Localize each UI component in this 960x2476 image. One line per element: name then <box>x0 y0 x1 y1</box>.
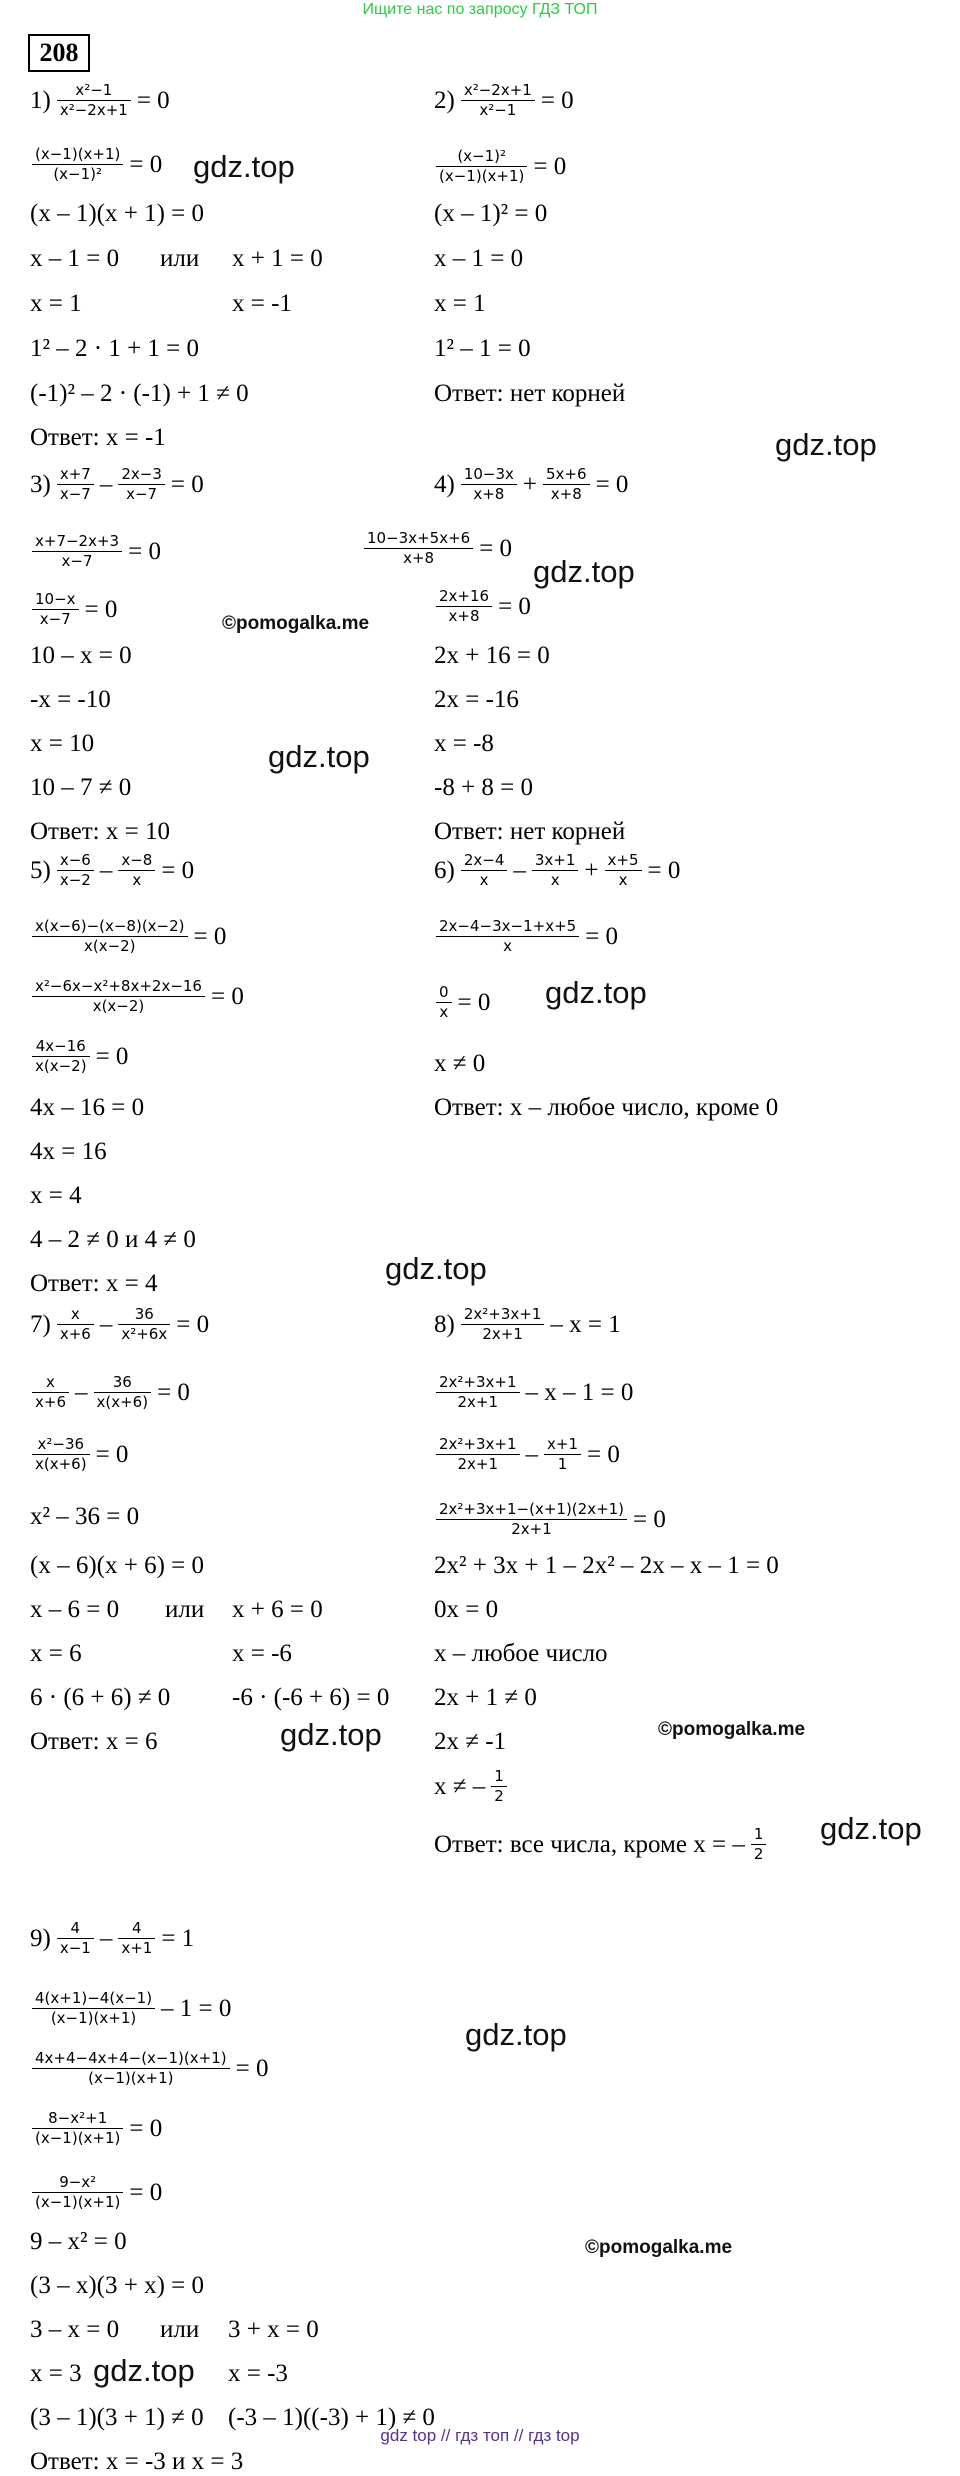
watermark-gdz: gdz.top <box>193 149 295 184</box>
watermark-gdz: gdz.top <box>385 1251 487 1286</box>
p5-line-6: 4x = 16 <box>30 1138 107 1165</box>
p1-line-1: 1) $\frac{\text{x²−1}}{\text{x²−2x+1}}$ = 0 <box>30 81 170 120</box>
p9-line-8a: 3 – x = 0 <box>30 2316 120 2343</box>
p9-line-2: 4(x+1)−4(x−1) (x−1)(x+1) – 1 = 0 <box>30 1982 231 2028</box>
p9-label: 9) <box>30 1925 51 1952</box>
p9-line-9b: x = -3 <box>228 2360 288 2387</box>
p1-line-5a: x = 1 <box>30 290 82 317</box>
p4-label: 4) <box>434 471 455 498</box>
p1-answer: Ответ: x = -1 <box>30 424 166 451</box>
p7-line-6c: x + 6 = 0 <box>232 1596 323 1623</box>
fraction: $\frac{x+5}{x}$ <box>605 852 642 890</box>
p4-line-3: $\frac{2x+16}{x+8}$ = 0 <box>434 580 531 626</box>
p2-line-1: 2) $\frac{\text{x²−2x+1}}{\text{x²−1}}$ = 0 <box>434 81 574 120</box>
fraction: $\frac{2x-3}{x-7}$ <box>118 466 165 504</box>
p2-line-4: x – 1 = 0 <box>434 245 524 272</box>
p6-line-2: $\frac{2x-4-3x-1+x+5}{x}$ = 0 <box>434 910 618 956</box>
watermark-gdz: gdz.top <box>533 554 635 589</box>
fraction: $\frac{2x-4-3x-1+x+5}{x}$ <box>436 918 579 956</box>
fraction: 2x²+3x+1 2x+1 <box>436 1436 520 1474</box>
p3-line-4: 10 – x = 0 <box>30 642 132 669</box>
p7-line-5: (x – 6)(x + 6) = 0 <box>30 1552 204 1579</box>
p8-line-1: 8) 2x²+3x+1 2x+1 – x = 1 <box>434 1305 621 1344</box>
fraction: $\frac{\text{9−x²}}{(x-1)(x+1)}$ <box>32 2174 123 2212</box>
p4-line-5: 2x = -16 <box>434 686 519 713</box>
p3-line-5: -x = -10 <box>30 686 111 713</box>
fraction: $\frac{x+7-2x+3}{x-7}$ <box>32 533 122 571</box>
p6-label: 6) <box>434 857 455 884</box>
p2-line-6: 1² – 1 = 0 <box>434 335 531 362</box>
p3-line-2: $\frac{x+7-2x+3}{x-7}$ = 0 <box>30 525 161 571</box>
fraction: $\frac{\text{8−x²+1}}{(x-1)(x+1)}$ <box>32 2110 123 2148</box>
p2-line-5: x = 1 <box>434 290 486 317</box>
fraction: $\frac{\text{2x²+3x+1−(x+1)(2x+1)}}{2x+1}$ <box>436 1501 627 1539</box>
p1-line-2: $\frac{(x-1)(x+1)}{\text{(x−1)²}}$ = 0 <box>30 138 162 184</box>
p7-line-7a: x = 6 <box>30 1640 82 1667</box>
p1-line-6: 1² – 2 · 1 + 1 = 0 <box>30 335 200 362</box>
p8-line-5: 2x² + 3x + 1 – 2x² – 2x – x – 1 = 0 <box>434 1552 779 1579</box>
fraction: 1 2 <box>751 1826 767 1864</box>
fraction: $\frac{\text{(x−1)²}}{(x-1)(x+1)}$ <box>436 148 527 186</box>
p5-line-8: 4 – 2 ≠ 0 и 4 ≠ 0 <box>30 1226 196 1253</box>
p1-label: 1) <box>30 87 51 114</box>
fraction: 2x²+3x+1 2x+1 <box>436 1374 520 1412</box>
p7-line-7b: x = -6 <box>232 1640 292 1667</box>
p1-line-3: (x – 1)(x + 1) = 0 <box>30 200 204 227</box>
p6-line-4: x ≠ 0 <box>434 1050 486 1077</box>
p8-label: 8) <box>434 1311 455 1338</box>
fraction: $\frac{4}{x+1}$ <box>118 1920 155 1958</box>
search-hint-banner: Ищите нас по запросу ГДЗ ТОП <box>362 1 598 18</box>
p2-line-2: $\frac{\text{(x−1)²}}{(x-1)(x+1)}$ = 0 <box>434 140 566 186</box>
fraction: $\frac{4x-16}{x(x-2)}$ <box>32 1038 90 1076</box>
fraction: x x+6 <box>57 1306 94 1344</box>
fraction: $\frac{\text{x²−2x+1}}{\text{x²−1}}$ <box>461 82 535 120</box>
p7-label: 7) <box>30 1311 51 1338</box>
p2-answer: Ответ: нет корней <box>434 380 626 407</box>
fraction: $\frac{10-x}{x-7}$ <box>32 591 79 629</box>
fraction: $\frac{x+1}{1}$ <box>544 1436 581 1474</box>
p8-line-6: 0x = 0 <box>434 1596 499 1623</box>
p9-line-5: $\frac{\text{9−x²}}{(x-1)(x+1)}$ = 0 <box>30 2166 162 2212</box>
fraction: 1 2 <box>491 1768 507 1806</box>
fraction: $\frac{\text{x²−6x−x²+8x+2x−16}}{x(x-2)}$ <box>32 978 205 1016</box>
p5-line-4: $\frac{4x-16}{x(x-2)}$ = 0 <box>30 1030 128 1076</box>
fraction: $\frac{5x+6}{x+8}$ <box>543 466 590 504</box>
p9-line-7: (3 – x)(3 + x) = 0 <box>30 2272 204 2299</box>
watermark-pomogalka: ©pomogalka.me <box>658 1719 806 1740</box>
fraction: 4(x+1)−4(x−1) (x−1)(x+1) <box>32 1990 155 2028</box>
fraction: 3x+1 x <box>532 852 579 890</box>
p4-line-4: 2x + 16 = 0 <box>434 642 550 669</box>
p6-answer: Ответ: x – любое число, кроме 0 <box>434 1094 779 1121</box>
watermark-pomogalka: ©pomogalka.me <box>585 2237 733 2258</box>
p8-line-4: $\frac{\text{2x²+3x+1−(x+1)(2x+1)}}{2x+1}$ = 0 <box>434 1493 666 1539</box>
problem-number: 208 <box>28 34 90 72</box>
fraction: $\frac{x-8}{x}$ <box>118 852 155 890</box>
watermark-gdz: gdz.top <box>545 975 647 1010</box>
p8-line-10: x ≠ – 1 2 <box>434 1768 509 1806</box>
p1-line-4b: или <box>160 245 200 272</box>
p2-label: 2) <box>434 87 455 114</box>
p7-answer: Ответ: x = 6 <box>30 1728 158 1755</box>
p7-line-8a: 6 · (6 + 6) ≠ 0 <box>30 1684 171 1711</box>
p3-answer: Ответ: x = 10 <box>30 818 170 845</box>
p1-line-7: (-1)² – 2 · (-1) + 1 ≠ 0 <box>30 380 249 407</box>
watermark-pomogalka: ©pomogalka.me <box>222 613 370 634</box>
p4-line-1: 4) 10−3x x+8 + $\frac{5x+6}{x+8}$ = 0 <box>434 465 629 504</box>
p3-line-3: $\frac{10-x}{x-7}$ = 0 <box>30 583 117 629</box>
fraction: x+7 x−7 <box>57 466 94 504</box>
p5-label: 5) <box>30 857 51 884</box>
p9-line-10a: (3 – 1)(3 + 1) ≠ 0 <box>30 2404 204 2431</box>
watermark-gdz: gdz.top <box>775 427 877 462</box>
p7-line-8b: -6 · (-6 + 6) = 0 <box>232 1684 390 1711</box>
fraction: $\frac{36}{\text{x²+6x}}$ <box>118 1306 170 1344</box>
p8-line-3: 2x²+3x+1 2x+1 – $\frac{x+1}{1}$ = 0 <box>434 1428 620 1474</box>
p7-line-6b: или <box>165 1596 205 1623</box>
p9-line-4: $\frac{\text{8−x²+1}}{(x-1)(x+1)}$ = 0 <box>30 2102 162 2148</box>
p2-line-3: (x – 1)² = 0 <box>434 200 548 227</box>
watermark-gdz: gdz.top <box>93 2353 195 2388</box>
p9-line-1: 9) 4 x−1 – $\frac{4}{x+1}$ = 1 <box>30 1919 195 1958</box>
p5-line-2: $\frac{x(x-6)-(x-8)(x-2)}{x(x-2)}$ = 0 <box>30 910 226 956</box>
watermark-gdz: gdz.top <box>465 2017 567 2052</box>
p8-line-2: 2x²+3x+1 2x+1 – x – 1 = 0 <box>434 1366 633 1412</box>
fraction: $\frac{2x+16}{x+8}$ <box>436 588 492 626</box>
p7-line-3: $\frac{\text{x²−36}}{x(x+6)}$ = 0 <box>30 1428 128 1474</box>
watermark-gdz: gdz.top <box>280 1717 382 1752</box>
fraction: $\frac{\text{x²−1}}{\text{x²−2x+1}}$ <box>57 82 131 120</box>
p5-line-5: 4x – 16 = 0 <box>30 1094 145 1121</box>
fraction: $\frac{\text{x²−36}}{x(x+6)}$ <box>32 1436 90 1474</box>
p7-line-6a: x – 6 = 0 <box>30 1596 120 1623</box>
p4-line-6: x = -8 <box>434 730 494 757</box>
p3-line-1: 3) x+7 x−7 – $\frac{2x-3}{x-7}$ = 0 <box>30 465 204 504</box>
fraction: 10−3x x+8 <box>461 466 517 504</box>
fraction: 4 x−1 <box>57 1920 94 1958</box>
p9-line-3: $\frac{4x+4-4x+4-(x-1)(x+1)}{(x-1)(x+1)}$ = 0 <box>30 2042 268 2088</box>
p9-line-9a: x = 3 <box>30 2360 82 2387</box>
p1-line-4c: x + 1 = 0 <box>232 245 323 272</box>
fraction: x x+6 <box>32 1374 69 1412</box>
p8-line-8: 2x + 1 ≠ 0 <box>434 1684 537 1711</box>
p1-line-5b: x = -1 <box>232 290 292 317</box>
p6-line-3: $\frac{0}{x}$ = 0 <box>434 976 490 1022</box>
p5-line-7: x = 4 <box>30 1182 82 1209</box>
p5-line-3: $\frac{\text{x²−6x−x²+8x+2x−16}}{x(x-2)}$ = 0 <box>30 970 244 1016</box>
p9-answer: Ответ: x = -3 и x = 3 <box>30 2448 244 2475</box>
p5-answer: Ответ: x = 4 <box>30 1270 158 1297</box>
fraction: $\frac{10-3x+5x+6}{x+8}$ <box>364 530 473 568</box>
p8-answer: Ответ: все числа, кроме x = – 1 2 <box>434 1826 768 1864</box>
p7-line-2: x x+6 – $\frac{36}{x(x+6)}$ = 0 <box>30 1366 190 1412</box>
fraction: $\frac{x(x-6)-(x-8)(x-2)}{x(x-2)}$ <box>32 918 188 956</box>
p7-line-4: x² – 36 = 0 <box>30 1503 140 1530</box>
p4-answer: Ответ: нет корней <box>434 818 626 845</box>
p9-line-10b: (-3 – 1)((-3) + 1) ≠ 0 <box>228 2404 435 2431</box>
p4-line-7: -8 + 8 = 0 <box>434 774 534 801</box>
fraction: $\frac{36}{x(x+6)}$ <box>94 1374 152 1412</box>
watermark-gdz: gdz.top <box>268 739 370 774</box>
footer-links: gdz top // гдз топ // гдз top <box>380 2426 580 2445</box>
p6-line-1: 6) 2x−4 x – 3x+1 x + $\frac{x+5}{x}$ = 0 <box>434 851 681 890</box>
p8-line-9: 2x ≠ -1 <box>434 1728 507 1755</box>
p8-line-7: x – любое число <box>434 1640 608 1667</box>
fraction: 2x−4 x <box>461 852 508 890</box>
p4-line-2: $\frac{10-3x+5x+6}{x+8}$ = 0 <box>362 522 512 568</box>
p3-line-6: x = 10 <box>30 730 95 757</box>
p9-line-8c: 3 + x = 0 <box>228 2316 319 2343</box>
p5-line-1: 5) x−6 x−2 – $\frac{x-8}{x}$ = 0 <box>30 851 195 890</box>
p9-line-8b: или <box>160 2316 200 2343</box>
p9-line-6: 9 – x² = 0 <box>30 2228 127 2255</box>
fraction: 2x²+3x+1 2x+1 <box>461 1306 545 1344</box>
fraction: $\frac{0}{x}$ <box>436 984 452 1022</box>
p3-line-7: 10 – 7 ≠ 0 <box>30 774 132 801</box>
p1-line-4a: x – 1 = 0 <box>30 245 120 272</box>
fraction: $\frac{(x-1)(x+1)}{\text{(x−1)²}}$ <box>32 146 123 184</box>
watermark-gdz: gdz.top <box>820 1811 922 1846</box>
fraction: x−6 x−2 <box>57 852 94 890</box>
p7-line-1: 7) x x+6 – $\frac{36}{\text{x²+6x}}$ = 0 <box>30 1305 210 1344</box>
p3-label: 3) <box>30 471 51 498</box>
fraction: $\frac{4x+4-4x+4-(x-1)(x+1)}{(x-1)(x+1)}$ <box>32 2050 230 2088</box>
